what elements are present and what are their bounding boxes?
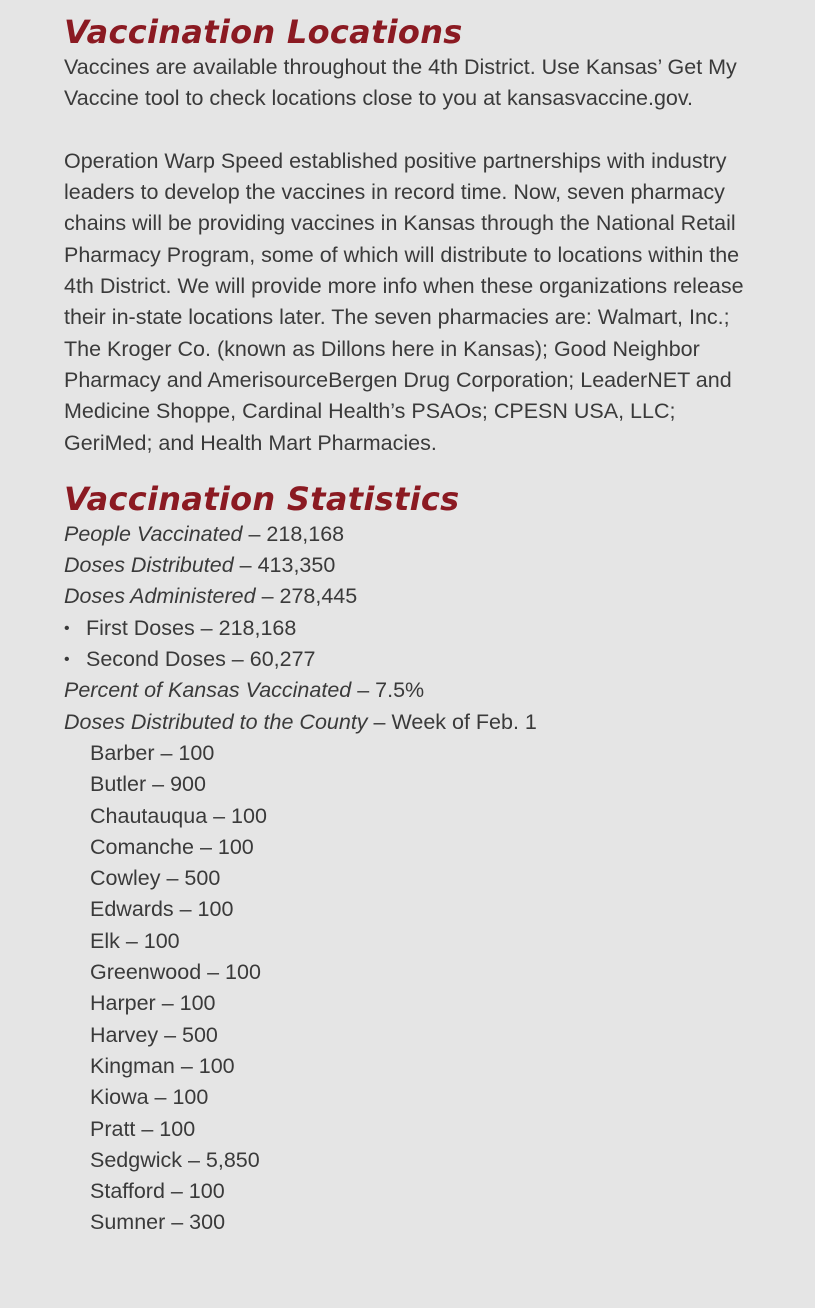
percent-vaccinated-label: Percent of Kansas Vaccinated xyxy=(64,678,352,703)
locations-section xyxy=(64,12,754,459)
bullet-icon: • xyxy=(64,619,70,637)
county-list xyxy=(64,738,754,1239)
first-doses-text: First Doses – 218,168 xyxy=(86,615,297,640)
county-distribution-stat xyxy=(64,707,754,738)
county-item: Cowley – 500 xyxy=(90,866,221,891)
county-item: Stafford – 100 xyxy=(90,1179,225,1204)
county-item: Sedgwick – 5,850 xyxy=(90,1147,260,1172)
county-item: Comanche – 100 xyxy=(90,834,254,859)
doses-administered-value: – 278,445 xyxy=(255,584,358,609)
doses-distributed-label: Doses Distributed xyxy=(64,553,234,578)
county-item: Sumner – 300 xyxy=(90,1210,226,1235)
county-item: Kiowa – 100 xyxy=(90,1085,209,1110)
bullet-icon: • xyxy=(64,651,70,669)
first-doses-item xyxy=(64,613,754,644)
percent-vaccinated-value: – 7.5% xyxy=(351,678,425,703)
county-item: Chautauqua – 100 xyxy=(90,803,267,828)
county-item: Edwards – 100 xyxy=(90,897,234,922)
second-doses-text: Second Doses – 60,277 xyxy=(86,647,316,672)
county-item: Greenwood – 100 xyxy=(90,960,261,985)
percent-vaccinated-stat xyxy=(64,675,754,706)
county-item: Butler – 900 xyxy=(90,772,206,797)
second-doses-item xyxy=(64,644,754,675)
county-item: Elk – 100 xyxy=(90,928,180,953)
doses-distributed-stat xyxy=(64,550,754,581)
statistics-section xyxy=(64,479,754,1239)
county-item: Kingman – 100 xyxy=(90,1053,235,1078)
people-vaccinated-value: – 218,168 xyxy=(242,521,345,546)
doses-administered-label: Doses Administered xyxy=(64,584,256,609)
county-item: Barber – 100 xyxy=(90,740,215,765)
people-vaccinated-stat xyxy=(64,519,754,550)
article-content xyxy=(64,12,754,1239)
doses-administered-stat xyxy=(64,581,754,612)
statistics-heading: Vaccination Statistics xyxy=(64,479,460,518)
locations-intro-paragraph: Vaccines are available throughout the 4th District. Use Kansas’ Get My Vaccine tool to check locations close to you at kansasvaccine.gov. xyxy=(64,55,737,111)
pharmacy-paragraph: Operation Warp Speed established positive partnerships with industry leaders to develop the vaccines in record time. Now, seven pharmacy chains will be providing vaccines in Kansas through the National Retail Pharmacy Program, some of which will distribute to locations within the 4th District. We will provide more info when these organizations release their in-state locations later. The seven pharmacies are: Walmart, Inc.; The Kroger Co. (known as Dillons here in Kansas); Good Neighbor Pharmacy and AmerisourceBergen Drug Corporation; LeaderNET and Medicine Shoppe, Cardinal Health’s PSAOs; CPESN USA, LLC; GeriMed; and Health Mart Pharmacies. xyxy=(64,148,744,455)
county-item: Harvey – 500 xyxy=(90,1022,218,1047)
county-item: Harper – 100 xyxy=(90,991,216,1016)
locations-heading: Vaccination Locations xyxy=(64,13,463,51)
paragraph-spacer xyxy=(64,115,754,146)
people-vaccinated-label: People Vaccinated xyxy=(64,521,243,546)
county-distribution-value: – Week of Feb. 1 xyxy=(367,709,537,734)
doses-distributed-value: – 413,350 xyxy=(233,553,336,578)
county-distribution-label: Doses Distributed to the County xyxy=(64,709,368,734)
county-item: Pratt – 100 xyxy=(90,1116,196,1141)
